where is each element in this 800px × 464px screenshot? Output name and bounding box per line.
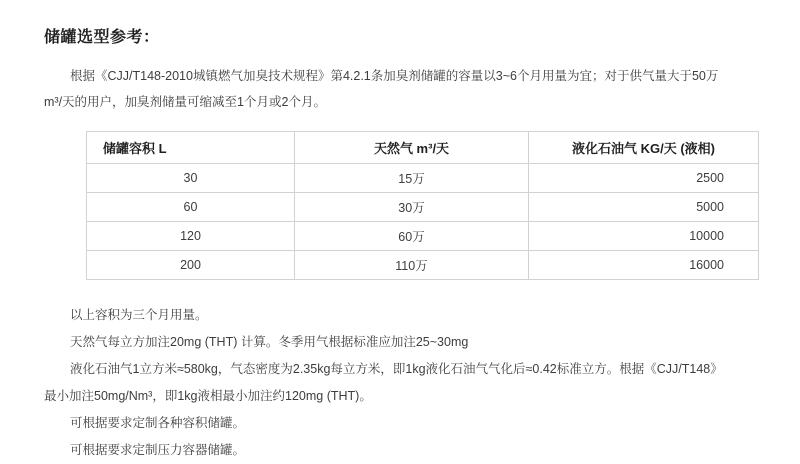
cell-lpg: 10000: [529, 222, 759, 251]
cell-volume: 120: [87, 222, 295, 251]
table-row: [87, 193, 759, 222]
note-item-continued: 最小加注50mg/Nm³，即1kg液相最小加注约120mg (THT)。: [44, 389, 372, 403]
note-item: 可根据要求定制各种容积储罐。: [70, 416, 246, 430]
intro-paragraph: [44, 63, 760, 115]
note-item: 可根据要求定制压力容器储罐。: [70, 443, 246, 457]
intro-line-2: m³/天的用户，加臭剂储量可缩减至1个月或2个月。: [44, 95, 326, 109]
spec-table-head: [87, 132, 759, 164]
table-row: [87, 222, 759, 251]
table-header-row: [87, 132, 759, 164]
cell-volume: 60: [87, 193, 295, 222]
table-row: [87, 164, 759, 193]
table-row: [87, 251, 759, 280]
cell-volume: 30: [87, 164, 295, 193]
cell-natural-gas: 110万: [295, 251, 529, 280]
page-title: 储罐选型参考：: [44, 29, 160, 46]
spec-table: [86, 131, 759, 280]
note-item: 液化石油气1立方米≈580kg，气态密度为2.35kg每立方米，即1kg液化石油气气化后≈0.42标准立方。根据《CJJ/T148》: [70, 362, 723, 376]
cell-lpg: 5000: [529, 193, 759, 222]
cell-natural-gas: 30万: [295, 193, 529, 222]
notes-section: [44, 302, 760, 464]
note-item: 天然气每立方加注20mg (THT) 计算。冬季用气根据标准应加注25~30mg: [70, 335, 469, 349]
cell-natural-gas: 15万: [295, 164, 529, 193]
spec-table-wrapper: [86, 131, 758, 280]
column-header-volume: 储罐容积 L: [87, 132, 295, 164]
column-header-natural-gas: 天然气 m³/天: [295, 132, 529, 164]
cell-lpg: 2500: [529, 164, 759, 193]
cell-volume: 200: [87, 251, 295, 280]
note-item: 以上容积为三个月用量。: [70, 308, 208, 322]
cell-natural-gas: 60万: [295, 222, 529, 251]
intro-line-1: 根据《CJJ/T148-2010城镇燃气加臭技术规程》第4.2.1条加臭剂储罐的容量以3~6个月用量为宜；对于供气量大于50万: [70, 69, 719, 83]
cell-lpg: 16000: [529, 251, 759, 280]
column-header-lpg: 液化石油气 KG/天 (液相): [529, 132, 759, 164]
spec-table-body: [87, 164, 759, 280]
